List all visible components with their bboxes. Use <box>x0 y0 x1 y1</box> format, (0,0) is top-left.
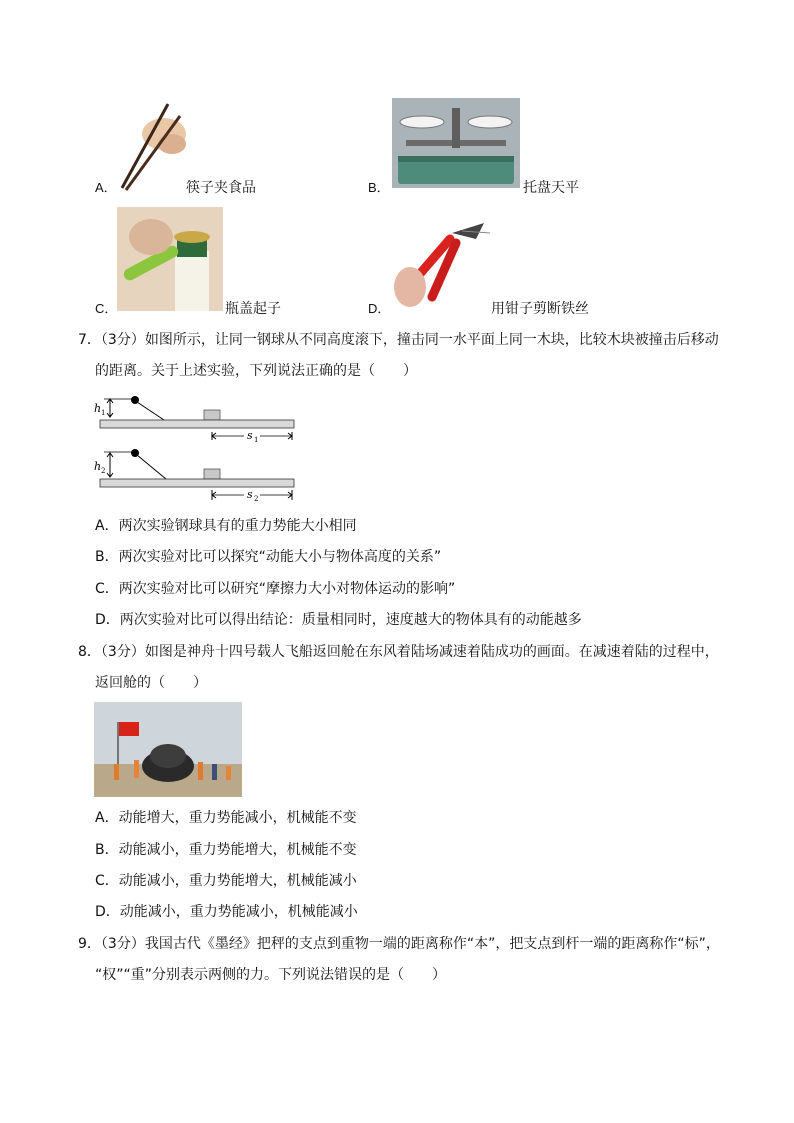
balance-scale-image <box>392 98 520 188</box>
pliers-image <box>392 213 492 311</box>
q8-stem-line1: 8．（3分）如图是神舟十四号载人飞船返回舱在东风着陆场减速着陆成功的画面。在减速着陆的过程中， <box>78 644 719 660</box>
q9-stem-line1: 9．（3分）我国古代《墨经》把秤的支点到重物一端的距离称作“本”，把支点到杆一端的距离称作“标”， <box>78 936 720 952</box>
option-a-label: 筷子夹食品 <box>186 180 256 196</box>
h1-label: h <box>94 402 102 415</box>
q7-stem-line2: 的距离。关于上述实验，下列说法正确的是（ ） <box>95 363 417 379</box>
s2-subscript: 2 <box>254 495 259 503</box>
option-d-label: 用钳子剪断铁丝 <box>491 301 589 317</box>
q9-stem-line2: “权”“重”分别表示两侧的力。下列说法错误的是（ ） <box>95 967 447 983</box>
q8-option-b: B．动能减小，重力势能增大，机械能不变 <box>95 842 357 858</box>
s1-label: s <box>247 429 253 442</box>
q7-option-d: D．两次实验对比可以得出结论：质量相同时，速度越大的物体具有的动能越多 <box>95 612 582 628</box>
s2-label: s <box>247 488 253 501</box>
s1-subscript: 1 <box>254 436 259 444</box>
q7-stem-line1: 7．（3分）如图所示，让同一钢球从不同高度滚下，撞击同一水平面上同一木块，比较木块被撞击后移动 <box>78 332 719 348</box>
option-letter: B． <box>368 180 390 195</box>
q8-option-d: D．动能减小，重力势能减小，机械能减小 <box>95 904 358 920</box>
q7-experiment-diagram <box>92 392 302 504</box>
option-letter: C． <box>95 301 118 316</box>
q8-option-c: C．动能减小，重力势能增大，机械能减小 <box>95 873 357 889</box>
h2-label: h <box>94 460 102 473</box>
option-letter: D． <box>368 301 391 316</box>
option-b-label: 托盘天平 <box>523 180 579 196</box>
bottle-opener-image <box>117 207 223 311</box>
q7-option-c: C．两次实验对比可以研究“摩擦力大小对物体运动的影响” <box>95 581 456 597</box>
chopsticks-image <box>118 100 190 192</box>
h2-subscript: 2 <box>101 467 106 475</box>
q8-option-a: A．动能增大，重力势能减小，机械能不变 <box>95 810 357 826</box>
q8-stem-line2: 返回舱的（ ） <box>95 675 207 691</box>
option-letter: A． <box>95 180 117 195</box>
q7-option-b: B．两次实验对比可以探究“动能大小与物体高度的关系” <box>95 549 442 565</box>
h1-subscript: 1 <box>101 409 106 417</box>
q7-option-a: A．两次实验钢球具有的重力势能大小相同 <box>95 518 357 534</box>
option-c-label: 瓶盖起子 <box>225 301 281 317</box>
return-capsule-photo <box>94 702 242 797</box>
